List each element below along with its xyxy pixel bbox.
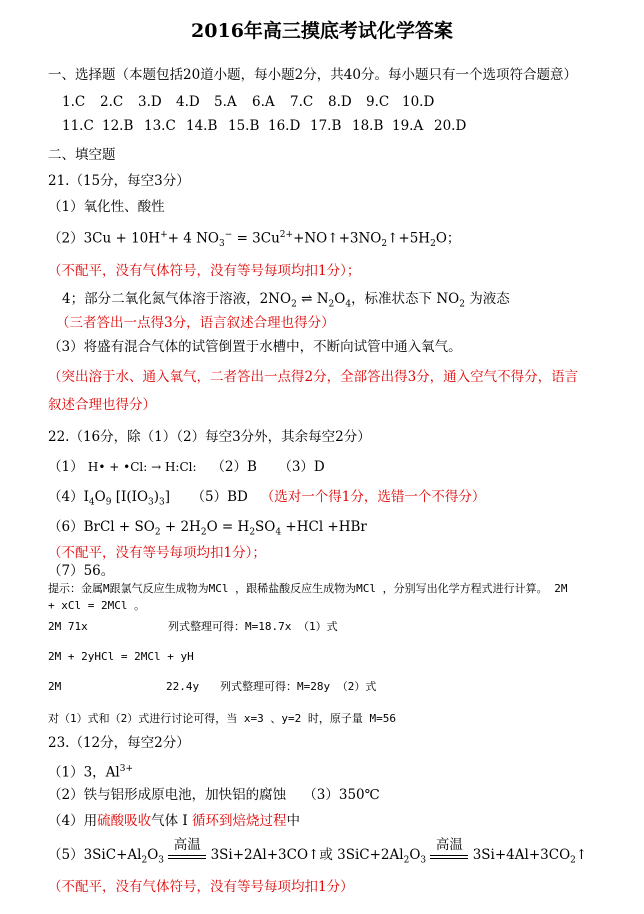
q21-part2: （2）3Cu + 10H++ 4 $NO_3^-$ = $3Cu^{2+}+NO↑+3NO_2↑+5H_2O$； [48, 230, 461, 250]
answer-item: 10.D [402, 94, 435, 110]
q22-hint: 提示：金属M跟氯气反应生成物为MCl ，跟稀盐酸反应生成物为MCl ，分别写出化学方程式进行计算。 2M [48, 582, 568, 595]
q23-header: 23.（12分，每空2分） [48, 735, 190, 751]
q22-part7: （7）56。 [48, 563, 115, 579]
answer-item: 15.B [228, 118, 260, 134]
q21-part1: （1）氧化性、酸性 [48, 199, 165, 215]
q21-note-3b: 叙述合理也得分） [48, 397, 156, 413]
answer-item: 6.A [252, 94, 275, 110]
answer-item: 9.C [366, 94, 390, 110]
q22-calc-1a: 2M 71x [48, 620, 88, 633]
q21-header: 21.（15分，每空3分） [48, 173, 190, 189]
answer-item: 19.A [392, 118, 424, 134]
q21-part4: 4；部分二氧化氮气体溶于溶液，$2NO_2$ ⇌ $N_2O_4$，标准状态下 $NO_2$ 为液态 [62, 291, 510, 310]
answer-item: 4.D [176, 94, 200, 110]
q21-note-1: （不配平，没有气体符号，没有等号每项均扣1分）； [48, 263, 361, 279]
answer-item: 12.B [102, 118, 134, 134]
q22-part4-5: $(4)I_4O_9$ $[I(IO_3)_3]$ （5）BD （选对一个得1分，选错一个不得分） [48, 489, 486, 508]
answers-row-2 [62, 118, 474, 134]
answer-item: 16.D [268, 118, 301, 134]
answer-item: 13.C [144, 118, 176, 134]
q23-part5: $(5)3SiC+Al_2O_3$ 高温 3Si+2Al+3CO↑或 $3SiC+2Al_2O_3$ 高温 $3Si+4Al+3CO_2↑$ [48, 837, 588, 866]
page-title: 2016年高三摸底考试化学答案 [191, 20, 453, 42]
q23-part4: （4）用硫酸吸收气体 I 循环到焙烧过程中 [48, 813, 301, 829]
q22-part1-3: （1） H• + •Cl: → H:Cl: （2）B （3）D [48, 459, 325, 475]
section-1-header: 一、选择题（本题包括20道小题，每小题2分，共40分。每小题只有一个选项符合题意） [48, 67, 577, 83]
q22-hint-2: + xCl = 2MCl 。 [48, 599, 146, 612]
answer-item: 17.B [310, 118, 342, 134]
q22-calc-3b: 22.4y [166, 680, 200, 693]
q22-calc-2: 2M + 2yHCl = 2MCl + yH [48, 650, 194, 663]
answer-item: 5.A [214, 94, 237, 110]
answer-item: 2.C [100, 94, 124, 110]
q23-part2-3: （2）铁与铝形成原电池，加快铝的腐蚀 （3）350℃ [48, 787, 380, 803]
q23-note: （不配平，没有气体符号，没有等号每项均扣1分） [48, 879, 354, 895]
gaowen-condition-1: 高温 [168, 853, 206, 859]
q22-calc-3a: 2M [48, 680, 62, 693]
q22-part6: （6）BrCl + $SO_2 + 2H_2O = H_2SO_4 +HCl +HBr$ [48, 519, 367, 538]
lewis-structure: H• + •Cl: → H:Cl: [87, 460, 197, 474]
answer-item: 8.D [328, 94, 352, 110]
section-2-header: 二、填空题 [48, 147, 116, 163]
answers-row-1 [62, 94, 442, 110]
q22-header: 22.（16分，除（1）（2）每空3分外，其余每空2分） [48, 429, 371, 445]
answer-item: 11.C [62, 118, 94, 134]
q22-calc-1b: 列式整理可得：M=18.7x （1）式 [168, 620, 338, 633]
q21-part3: （3）将盛有混合气体的试管倒置于水槽中，不断向试管中通入氧气。 [48, 339, 462, 355]
q22-calc-3c: 列式整理可得：M=28y （2）式 [220, 680, 377, 693]
gaowen-condition-2: 高温 [430, 853, 468, 859]
q21-note-3a: （突出溶于水、通入氧气，二者答出一点得2分，全部答出得3分，通入空气不得分，语言 [48, 369, 579, 385]
answer-item: 14.B [186, 118, 218, 134]
answer-item: 3.D [138, 94, 162, 110]
answer-item: 7.C [290, 94, 314, 110]
q22-conclusion: 对（1）式和（2）式进行讨论可得，当 x=3 、y=2 时，原子量 M=56 [48, 712, 396, 725]
answer-item: 20.D [434, 118, 467, 134]
q22-note-6: （不配平，没有等号每项均扣1分）； [48, 545, 266, 561]
q23-part1: （1）3，$Al^{3+}$ [48, 764, 134, 781]
answer-item: 18.B [352, 118, 384, 134]
answer-item: 1.C [62, 94, 86, 110]
q21-note-2: （三者答出一点得3分，语言叙述合理也得分） [56, 315, 335, 331]
